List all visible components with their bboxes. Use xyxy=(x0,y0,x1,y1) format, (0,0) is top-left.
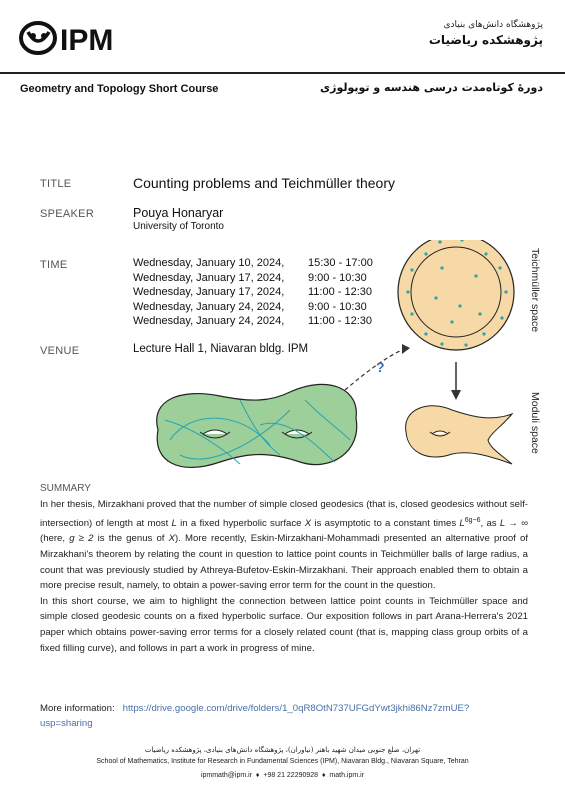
course-title-en: Geometry and Topology Short Course xyxy=(20,83,219,95)
more-information xyxy=(40,701,535,731)
session-time: 11:00 - 12:30 xyxy=(308,315,373,328)
summary-paragraph-1: In her thesis, Mirzakhani proved that the number of simple closed geodesics (that is, closed geodesics without self-intersection) of length at most L in a fixed hyperbolic surface X is asymptotic to a constant times $L^{6g-6}$, as L → ∞ (here, g ≥ 2 is the genus of X). More recently, Eskin-Mirzakhani-Mohammadi presented an alternative proof of Mirzakhani's theorem by relating the count in question to lattice point counts in Teichmüller balls of large radius, a count that was previously studied by Athreya-Bufetov-Eskin-Mirzakhani. Their approach enabled them to obtain a more precise result, namely, to obtain a power-saving error term for the count in the question. xyxy=(40,499,528,592)
footer-website[interactable]: math.ipm.ir xyxy=(329,772,365,779)
institute-name-fa xyxy=(429,20,543,47)
footer-separator: ♦ xyxy=(321,772,326,779)
figure xyxy=(140,240,560,480)
moduli-space-label: Moduli space xyxy=(529,392,541,454)
footer-address-fa: تهران، ضلع جنوبی میدان شهید باهنر (نیاوران)، پژوهشگاه دانش‌های بنیادی، پژوهشکده ریاضیات xyxy=(144,746,421,754)
more-info-label: More information: xyxy=(40,703,115,714)
header-divider xyxy=(0,72,565,74)
venue: Lecture Hall 1, Niavaran bldg. IPM xyxy=(133,343,309,355)
label-speaker: SPEAKER xyxy=(40,208,95,220)
teichmuller-disk xyxy=(398,240,514,350)
projection-arrow xyxy=(451,362,461,400)
footer-address-en: School of Mathematics, Institute for Research in Fundamental Sciences (IPM), Niavaran Bldg., Niavaran Square, Tehran xyxy=(96,758,469,765)
label-time: TIME xyxy=(40,259,68,271)
footer xyxy=(0,745,565,781)
session-date: Wednesday, January 24, 2024, xyxy=(133,300,285,313)
label-title: TITLE xyxy=(40,178,72,190)
moduli-space-shape xyxy=(406,406,512,464)
drive-link-continuation[interactable]: usp=sharing xyxy=(40,718,93,729)
ipm-logo xyxy=(18,20,128,56)
logo-text: IPM xyxy=(60,24,114,56)
footer-contacts xyxy=(0,770,565,781)
session-time: 15:30 - 17:00 xyxy=(308,257,373,269)
session-time: 9:00 - 10:30 xyxy=(308,271,367,284)
session-date: Wednesday, January 10, 2024, xyxy=(133,257,285,269)
session-date: Wednesday, January 17, 2024, xyxy=(133,271,285,284)
speaker-name: Pouya Honaryar xyxy=(133,206,224,220)
session-date: Wednesday, January 24, 2024, xyxy=(133,315,285,328)
course-title-fa: دوره‌ٔ کوتاه‌مدت درسی هندسه و توپولوژی xyxy=(320,81,543,94)
speaker-affiliation: University of Toronto xyxy=(133,221,224,232)
question-mark: ? xyxy=(376,359,385,375)
institute-fa: پژوهشگاه دانش‌های بنیادی xyxy=(443,20,543,30)
session-time: 11:00 - 12:30 xyxy=(308,286,373,299)
drive-link[interactable]: https://drive.google.com/drive/folders/1_0qR8OtN737UFGdYwt3jkhi86Nz7zmUE? xyxy=(122,703,470,714)
summary-text xyxy=(40,497,528,656)
question-arrow xyxy=(345,344,410,390)
footer-separator: ♦ xyxy=(255,772,260,779)
session-date: Wednesday, January 17, 2024, xyxy=(133,286,285,299)
session-time: 9:00 - 10:30 xyxy=(308,300,367,313)
teich-space-label: Teichmüller space xyxy=(529,248,541,333)
summary-paragraph-2: In this short course, we aim to highlight the connection between lattice point counts in Teichmüller space and simple closed geodesic counts on a fixed hyperbolic surface. Our exposition follows in part Arana-Herrera's 2021 paper which obtains power-saving error terms for a closely related count (that is, mapping class group orbits of a fixed filling curve), and follows in part a work in progress of mine. xyxy=(40,595,528,654)
genus-two-surface xyxy=(157,384,357,467)
talk-title: Counting problems and Teichmüller theory xyxy=(133,175,395,191)
label-venue: VENUE xyxy=(40,345,80,357)
footer-email[interactable]: ipmmath@ipm.ir xyxy=(200,772,252,779)
footer-phone: +98 21 22290928 xyxy=(263,772,319,779)
label-summary: SUMMARY xyxy=(40,483,91,494)
school-fa: پژوهشکده ریاضیات xyxy=(428,33,543,47)
